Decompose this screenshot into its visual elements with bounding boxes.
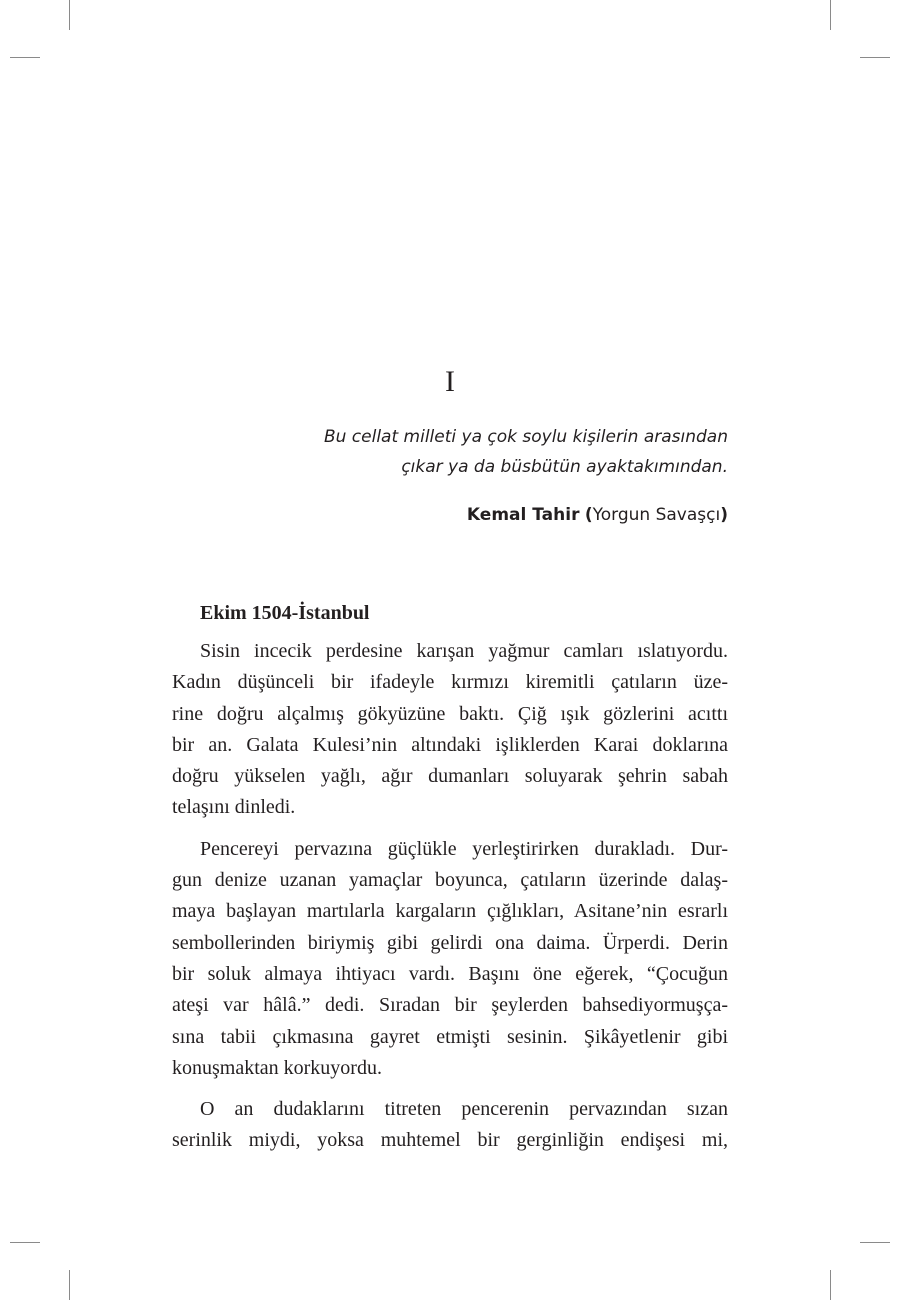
epigraph-author: Kemal Tahir bbox=[466, 505, 580, 525]
crop-mark-top-left-horizontal bbox=[10, 57, 40, 58]
text-line: rine doğru alçalmış gökyüzüne baktı. Çiğ ışık gözlerini acıttı bbox=[172, 702, 728, 725]
paragraph bbox=[172, 1094, 728, 1157]
crop-mark-top-left bbox=[69, 0, 70, 30]
crop-mark-top-right bbox=[830, 0, 831, 30]
text-line: ateşi var hâlâ.” dedi. Sıradan bir şeylerden bahsediyormuşça- bbox=[172, 994, 728, 1017]
text-line: bir soluk almaya ihtiyacı vardı. Başını öne eğerek, “Çocuğun bbox=[172, 962, 728, 985]
paragraph bbox=[172, 834, 728, 1084]
epigraph-work-title: Yorgun Savaşçı bbox=[592, 505, 721, 525]
text-line: Kadın düşünceli bir ifadeyle kırmızı kiremitli çatıların üze- bbox=[172, 671, 728, 694]
text-line: doğru yükselen yağlı, ağır dumanları soluyarak şehrin sabah bbox=[172, 765, 728, 788]
chapter-number: I bbox=[445, 365, 455, 398]
epigraph-line: Bu cellat milleti ya çok soylu kişilerin arasından bbox=[323, 427, 728, 447]
attribution-close-paren: ) bbox=[720, 505, 728, 525]
text-line: serinlik miydi, yoksa muhtemel bir gerginliğin endişesi mi, bbox=[172, 1129, 728, 1152]
crop-mark-bottom-right bbox=[830, 1270, 831, 1300]
crop-mark-bottom-left bbox=[69, 1270, 70, 1300]
text-line: maya başlayan martılarla kargaların çığlıkları, Asitane’nin esrarlı bbox=[172, 900, 728, 923]
text-line: telaşını dinledi. bbox=[172, 796, 296, 819]
epigraph-attribution bbox=[172, 500, 728, 530]
body-text bbox=[172, 636, 728, 1167]
text-line: Sisin incecik perdesine karışan yağmur camları ıslatıyordu. bbox=[200, 640, 728, 662]
crop-mark-top-right-horizontal bbox=[860, 57, 890, 58]
text-line: Pencereyi pervazına güçlükle yerleştirirken durakladı. Dur- bbox=[200, 837, 728, 860]
epigraph bbox=[172, 422, 728, 482]
paragraph bbox=[172, 636, 728, 824]
epigraph-line: çıkar ya da büsbütün ayaktakımından. bbox=[401, 457, 728, 477]
text-line: bir an. Galata Kulesi’nin altındaki işliklerden Karai doklarına bbox=[172, 733, 728, 756]
text-line: gun denize uzanan yamaçlar boyunca, çatıların üzerinde dalaş- bbox=[172, 869, 728, 892]
text-line: konuşmaktan korkuyordu. bbox=[172, 1056, 382, 1079]
text-line: sına tabii çıkmasına gayret etmişti sesinin. Şikâyetlenir gibi bbox=[172, 1025, 728, 1048]
crop-mark-bottom-left-horizontal bbox=[10, 1242, 40, 1243]
attribution-open-paren: ( bbox=[584, 505, 593, 525]
section-heading: Ekim 1504-İstanbul bbox=[200, 602, 370, 624]
text-line: O an dudaklarını titreten pencerenin pervazından sızan bbox=[200, 1098, 728, 1121]
text-line: sembollerinden biriymiş gibi gelirdi ona daima. Ürperdi. Derin bbox=[172, 931, 728, 954]
crop-mark-bottom-right-horizontal bbox=[860, 1242, 890, 1243]
